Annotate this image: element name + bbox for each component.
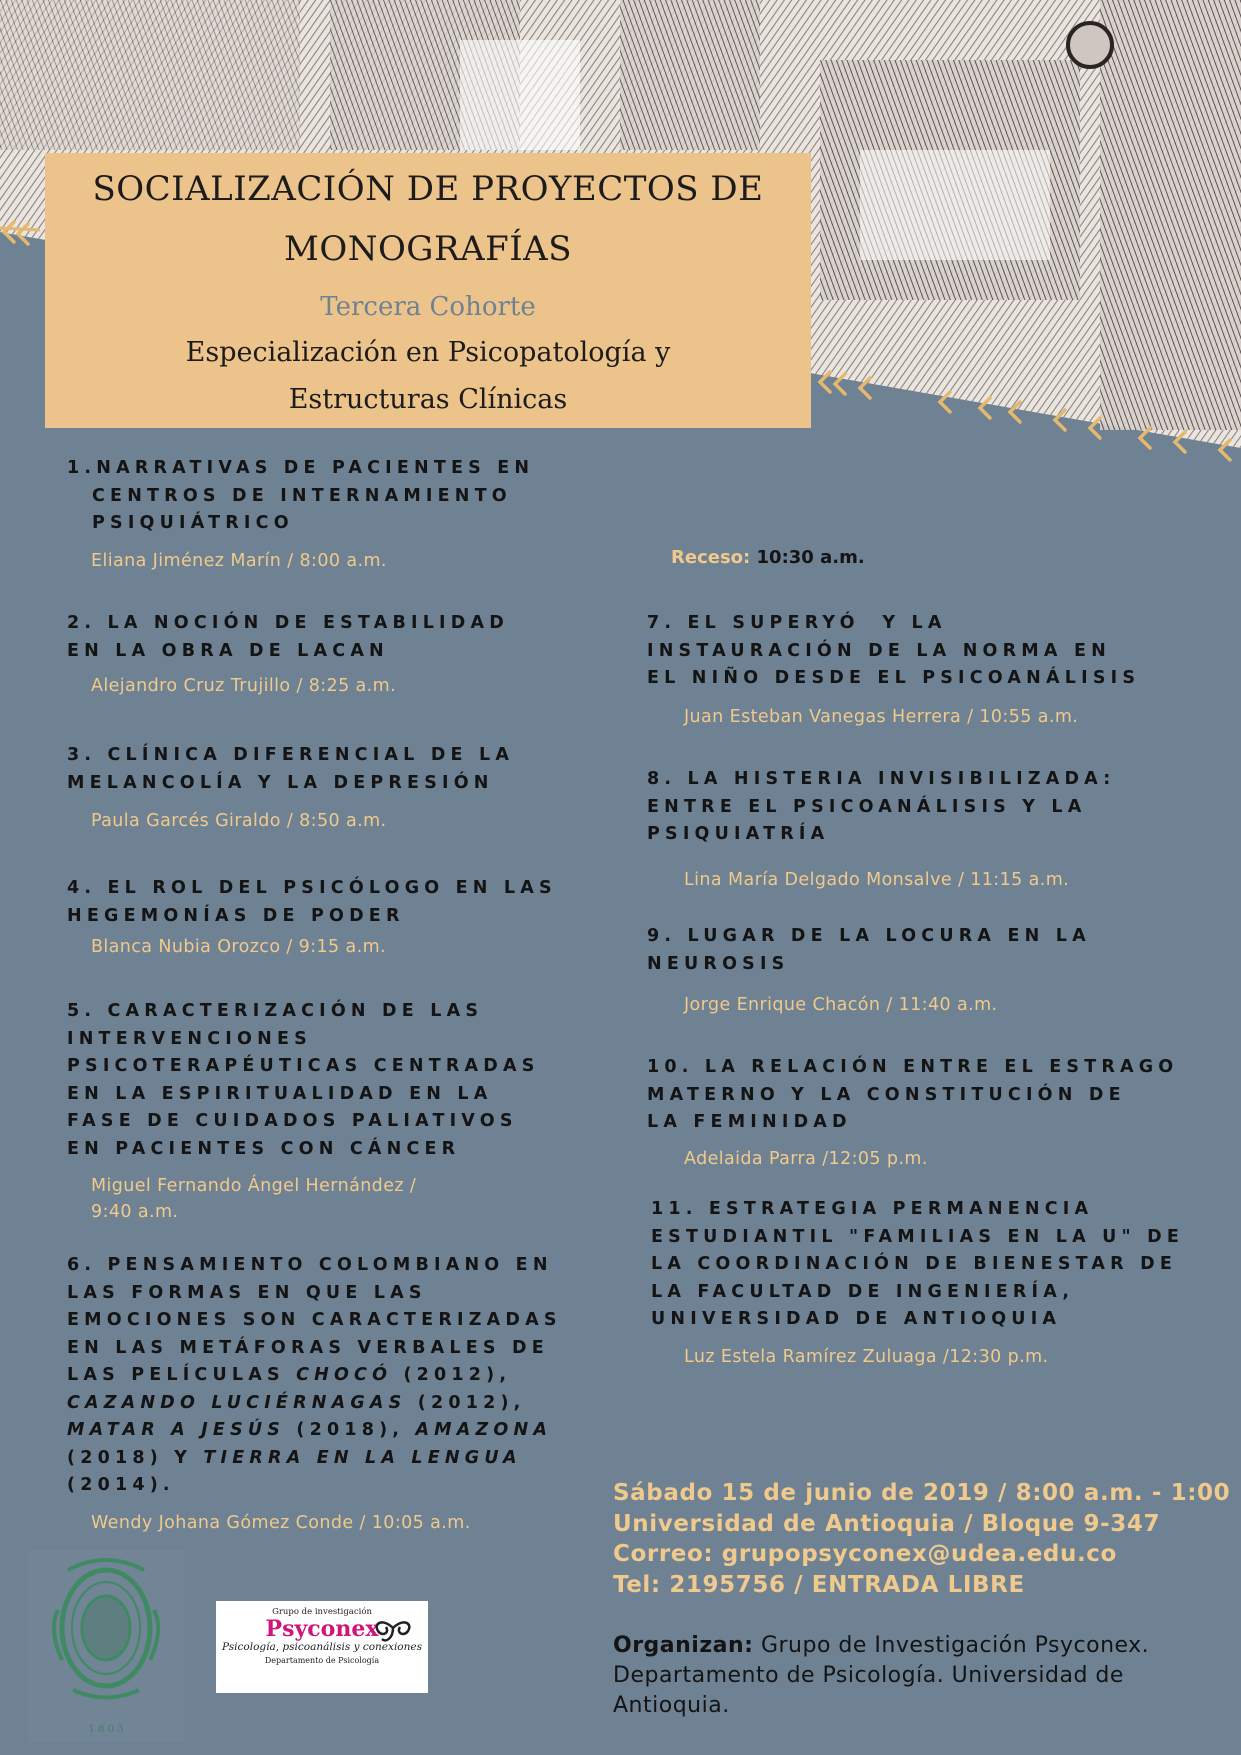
title-line-2: MONOGRAFÍAS [284,229,572,269]
page-title [45,159,811,279]
title-line: LA FACULTAD DE INGENIERÍA, [651,1281,1075,1302]
recess-value: 10:30 a.m. [756,547,865,568]
agenda-item-presenter [91,1173,597,1225]
title-line: UNIVERSIDAD DE ANTIOQUIA [651,1309,1062,1329]
agenda-item-2 [67,610,587,699]
title-line: ENTRE EL PSICOANÁLISIS Y LA [647,796,1087,817]
title-line: MELANCOLÍA Y LA DEPRESIÓN [67,772,494,793]
agenda-item-4 [67,875,587,960]
agenda-item-6 [67,1252,607,1536]
title-line: 9. LUGAR DE LA LOCURA EN LA [647,926,1091,946]
program-line-1: Especialización en Psicopatología y [185,337,671,368]
psyconex-logo-tagline: Psicología, psicoanálisis y conexiones [222,1641,422,1653]
film-title: CHOCÓ [296,1365,393,1385]
film-title: TIERRA EN LA LENGUA [203,1447,522,1468]
title-line: ESTUDIANTIL "FAMILIAS EN LA U" DE [651,1226,1185,1247]
event-details [613,1478,1233,1600]
title-line: EN LA ESPIRITUALIDAD EN LA [67,1083,493,1104]
title-line: 5. CARACTERIZACIÓN DE LAS [67,1001,484,1021]
title-line: HEGEMONÍAS DE PODER [67,905,405,926]
agenda-item-presenter: Lina María Delgado Monsalve / 11:15 a.m. [684,869,1070,890]
agenda-item-title [647,766,1237,849]
agenda-item-presenter: Adelaida Parra /12:05 p.m. [684,1148,928,1169]
title-line: 4. EL ROL DEL PSICÓLOGO EN LAS [67,878,557,898]
film-title: CAZANDO LUCIÉRNAGAS [67,1392,407,1413]
organizers-names: Grupo de Investigación Psyconex. Departamento de Psicología. Universidad de Antioquia. [613,1633,1150,1718]
title-line: LAS FORMAS EN QUE LAS [67,1282,427,1303]
title-line: PSIQUIÁTRICO [92,513,294,533]
title-line: PSICOTERAPÉUTICAS CENTRADAS [67,1056,540,1076]
film-title: MATAR A JESÚS [67,1420,286,1440]
program-line-2: Estructuras Clínicas [288,384,568,415]
university-seal-logo [28,1550,184,1742]
title-line: INTERVENCIONES [67,1028,312,1049]
agenda-item-presenter: Wendy Johana Gómez Conde / 10:05 a.m. [91,1512,471,1533]
title-text: (2012), [406,1392,526,1413]
agenda-item-title [67,1252,607,1500]
title-line: 3. CLÍNICA DIFERENCIAL DE LA [67,745,515,765]
title-line: INSTAURACIÓN DE LA NORMA EN [647,640,1111,661]
agenda-item-7 [647,610,1237,730]
title-line: NEUROSIS [647,953,790,974]
psyconex-logo [216,1601,428,1693]
title-text: (2018), [285,1420,416,1440]
agenda-item-presenter: Luz Estela Ramírez Zuluaga /12:30 p.m. [684,1346,1049,1367]
recess-label: Receso: [671,547,751,568]
event-location: Universidad de Antioquia / Bloque 9-347 [613,1510,1161,1537]
title-line: FASE DE CUIDADOS PALIATIVOS [67,1111,518,1131]
event-date-time: Sábado 15 de junio de 2019 / 8:00 a.m. - 1:00 [613,1480,1231,1506]
title-line: CENTROS DE INTERNAMIENTO [92,485,512,506]
title-line: MATERNO Y LA CONSTITUCIÓN DE [647,1084,1126,1105]
agenda-item-5 [67,998,597,1225]
title-line: 2. LA NOCIÓN DE ESTABILIDAD [67,613,509,633]
agenda-item-title [67,610,587,665]
title-line [67,1417,607,1445]
title-line: 1.NARRATIVAS DE PACIENTES EN [67,458,535,478]
agenda-item-10 [647,1054,1237,1172]
title-line: 11. ESTRATEGIA PERMANENCIA [651,1199,1094,1219]
agenda-item-title [647,923,1237,978]
event-email: Correo: grupopsyconex@udea.edu.co [613,1541,1117,1567]
title-line-1: SOCIALIZACIÓN DE PROYECTOS DE [92,169,764,209]
agenda-item-presenter: Eliana Jiménez Marín / 8:00 a.m. [91,550,387,571]
title-line: EN PACIENTES CON CÁNCER [67,1138,461,1159]
recess-time [671,547,865,568]
triskelion-icon [368,1613,418,1643]
title-line: EMOCIONES SON CARACTERIZADAS [67,1310,562,1330]
agenda-item-title [67,455,587,538]
presenter-line: 9:40 a.m. [91,1202,179,1222]
agenda-item-title [67,875,587,930]
organizers-label: Organizan: [613,1633,754,1658]
agenda-item-presenter: Jorge Enrique Chacón / 11:40 a.m. [684,995,998,1015]
title-text: LAS PELÍCULAS [67,1365,297,1385]
program-name [45,329,811,423]
title-line [67,1362,607,1390]
psyconex-logo-name: Psyconex [265,1616,379,1642]
agenda-item-presenter: Blanca Nubia Orozco / 9:15 a.m. [91,937,387,957]
agenda-item-title [647,610,1237,693]
agenda-item-presenter: Paula Garcés Giraldo / 8:50 a.m. [91,811,387,831]
title-line: 10. LA RELACIÓN ENTRE EL ESTRAGO [647,1057,1179,1077]
title-line: EN LAS METÁFORAS VERBALES DE [67,1337,549,1358]
title-line: LA FEMINIDAD [647,1112,852,1132]
agenda-item-title [651,1196,1237,1334]
title-line [67,1445,607,1473]
title-box [45,153,811,428]
psyconex-logo-top: Grupo de investigación [272,1607,372,1617]
title-text: (2012), [392,1365,512,1385]
agenda-item-title [67,998,597,1163]
agenda-item-9 [647,923,1237,1018]
agenda-item-3 [67,742,587,834]
title-line: LA COORDINACIÓN DE BIENESTAR DE [651,1254,1178,1274]
title-line: EN LA OBRA DE LACAN [67,640,389,661]
title-text: (2018) Y [67,1447,204,1468]
title-line: PSIQUIATRÍA [647,824,830,844]
agenda-item-11 [651,1196,1237,1370]
title-line: EL NIÑO DESDE EL PSICOANÁLISIS [647,668,1141,688]
agenda-item-8 [647,766,1237,893]
title-line [67,1390,607,1418]
title-line: (2014). [67,1475,175,1495]
title-line: 8. LA HISTERIA INVISIBILIZADA: [647,769,1116,789]
title-line: 6. PENSAMIENTO COLOMBIANO EN [67,1255,553,1275]
agenda-item-title [67,742,587,797]
agenda-item-presenter: Juan Esteban Vanegas Herrera / 10:55 a.m. [684,706,1079,727]
agenda-item-presenter: Alejandro Cruz Trujillo / 8:25 a.m. [91,676,397,696]
subtitle-cohort: Tercera Cohorte [320,292,536,322]
presenter-line: Miguel Fernando Ángel Hernández / [91,1176,417,1196]
event-phone: Tel: 2195756 / ENTRADA LIBRE [613,1571,1025,1598]
agenda-item-title [647,1054,1237,1137]
agenda-item-1 [67,455,587,574]
psyconex-logo-dept: Departamento de Psicología [264,1656,380,1665]
title-line: 7. EL SUPERYÓ Y LA [647,613,947,633]
organizers-text [613,1631,1233,1721]
seal-year: 1 8 0 3 [88,1724,124,1735]
film-title: AMAZONA [415,1420,553,1440]
seal-icon [28,1550,184,1742]
